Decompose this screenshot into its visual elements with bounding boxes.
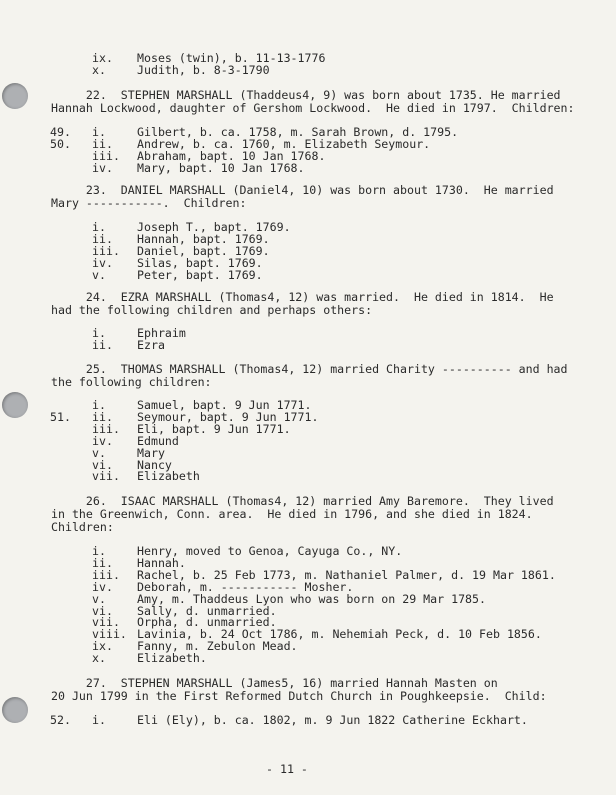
roman-numeral: iv.	[92, 255, 113, 270]
child-text: Mary	[137, 445, 165, 460]
roman-numeral: i.	[92, 544, 106, 558]
roman-numeral: v.	[92, 445, 106, 460]
child-text: Deborah, m. ----------- Mosher.	[137, 579, 354, 594]
paragraph-line: in the Greenwich, Conn. area. He died in 1796, and she died in 1824.	[51, 507, 533, 522]
paragraph-line: Mary -----------. Children:	[51, 196, 247, 211]
child-text: Nancy	[137, 457, 172, 472]
entry-number: 50.	[50, 136, 71, 151]
entry-number: 52.	[50, 713, 71, 727]
child-text: Abraham, bapt. 10 Jan 1768.	[137, 148, 326, 163]
roman-numeral: vii.	[92, 469, 120, 484]
paragraph-line: 25. THOMAS MARSHALL (Thomas4, 12) married Charity ---------- and had	[51, 362, 568, 376]
roman-numeral: v.	[92, 267, 106, 282]
paragraph-line: 23. DANIEL MARSHALL (Daniel4, 10) was born about 1730. He married	[51, 183, 554, 197]
child-text: Moses (twin), b. 11-13-1776	[137, 51, 326, 65]
child-text: Joseph T., bapt. 1769.	[137, 220, 291, 234]
roman-numeral: ix.	[92, 639, 113, 654]
child-text: Eli, bapt. 9 Jun 1771.	[137, 421, 291, 436]
roman-numeral: vi.	[92, 603, 113, 618]
page-number: - 11 -	[266, 762, 308, 776]
entry-number: 49.	[50, 125, 71, 139]
child-text: Rachel, b. 25 Feb 1773, m. Nathaniel Palmer, d. 19 Mar 1861.	[137, 567, 556, 582]
roman-numeral: vii.	[92, 615, 120, 630]
paragraph-line: the following children:	[51, 375, 212, 390]
child-text: Hannah, bapt. 1769.	[137, 231, 270, 246]
roman-numeral: ii.	[92, 231, 113, 246]
child-text: Orpha, d. unmarried.	[137, 615, 277, 630]
binder-hole	[2, 83, 28, 109]
roman-numeral: ii.	[92, 409, 113, 424]
child-text: Mary, bapt. 10 Jan 1768.	[137, 160, 305, 175]
binder-hole	[2, 392, 28, 418]
child-text: Elizabeth	[137, 469, 200, 484]
child-text: Peter, bapt. 1769.	[137, 267, 263, 282]
child-text: Sally, d. unmarried.	[137, 603, 277, 618]
roman-numeral: ix.	[92, 51, 113, 65]
child-text: Amy, m. Thaddeus Lyon who was born on 29 Mar 1785.	[137, 591, 487, 606]
roman-numeral: i.	[92, 398, 106, 412]
paragraph-line: Children:	[51, 520, 114, 535]
child-text: Judith, b. 8-3-1790	[137, 62, 270, 77]
entry-number: 51.	[50, 409, 71, 424]
child-text: Lavinia, b. 24 Oct 1786, m. Nehemiah Peck, d. 10 Feb 1856.	[137, 627, 542, 642]
roman-numeral: i.	[92, 125, 106, 139]
child-text: Samuel, bapt. 9 Jun 1771.	[137, 398, 312, 412]
paragraph-line: 26. ISAAC MARSHALL (Thomas4, 12) married Amy Baremore. They lived	[51, 494, 554, 508]
roman-numeral: vi.	[92, 457, 113, 472]
roman-numeral: iii.	[92, 243, 120, 258]
child-text: Edmund	[137, 433, 179, 448]
child-text: Fanny, m. Zebulon Mead.	[137, 639, 298, 654]
child-text: Elizabeth.	[137, 651, 207, 666]
binder-hole	[2, 697, 28, 723]
roman-numeral: iii.	[92, 567, 120, 582]
roman-numeral: v.	[92, 591, 106, 606]
child-text: Daniel, bapt. 1769.	[137, 243, 270, 258]
child-text: Seymour, bapt. 9 Jun 1771.	[137, 409, 319, 424]
paragraph-line: 22. STEPHEN MARSHALL (Thaddeus4, 9) was born about 1735. He married	[51, 88, 561, 102]
roman-numeral: iii.	[92, 148, 120, 163]
paragraph-line: Hannah Lockwood, daughter of Gershom Lockwood. He died in 1797. Children:	[51, 101, 575, 116]
paragraph-line: 24. EZRA MARSHALL (Thomas4, 12) was married. He died in 1814. He	[51, 290, 554, 304]
child-text: Henry, moved to Genoa, Cayuga Co., NY.	[137, 544, 403, 558]
roman-numeral: ii.	[92, 136, 113, 151]
child-text: Eli (Ely), b. ca. 1802, m. 9 Jun 1822 Catherine Eckhart.	[137, 713, 528, 727]
child-text: Gilbert, b. ca. 1758, m. Sarah Brown, d. 1795.	[137, 125, 459, 139]
paragraph-line: 27. STEPHEN MARSHALL (James5, 16) married Hannah Masten on	[51, 676, 498, 690]
roman-numeral: x.	[92, 62, 106, 77]
roman-numeral: iv.	[92, 433, 113, 448]
roman-numeral: ii.	[92, 555, 113, 570]
paragraph-line: 20 Jun 1799 in the First Reformed Dutch Church in Poughkeepsie. Child:	[51, 689, 547, 704]
roman-numeral: i.	[92, 713, 106, 727]
roman-numeral: viii.	[92, 627, 127, 642]
child-text: Silas, bapt. 1769.	[137, 255, 263, 270]
roman-numeral: i.	[92, 220, 106, 234]
child-text: Hannah.	[137, 555, 186, 570]
roman-numeral: iv.	[92, 579, 113, 594]
roman-numeral: iii.	[92, 421, 120, 436]
child-text: Ephraim	[137, 326, 186, 340]
roman-numeral: iv.	[92, 160, 113, 175]
roman-numeral: i.	[92, 326, 106, 340]
paragraph-line: had the following children and perhaps others:	[51, 303, 373, 318]
child-text: Andrew, b. ca. 1760, m. Elizabeth Seymour.	[137, 136, 431, 151]
roman-numeral: ii.	[92, 337, 113, 352]
roman-numeral: x.	[92, 651, 106, 666]
child-text: Ezra	[137, 337, 165, 352]
